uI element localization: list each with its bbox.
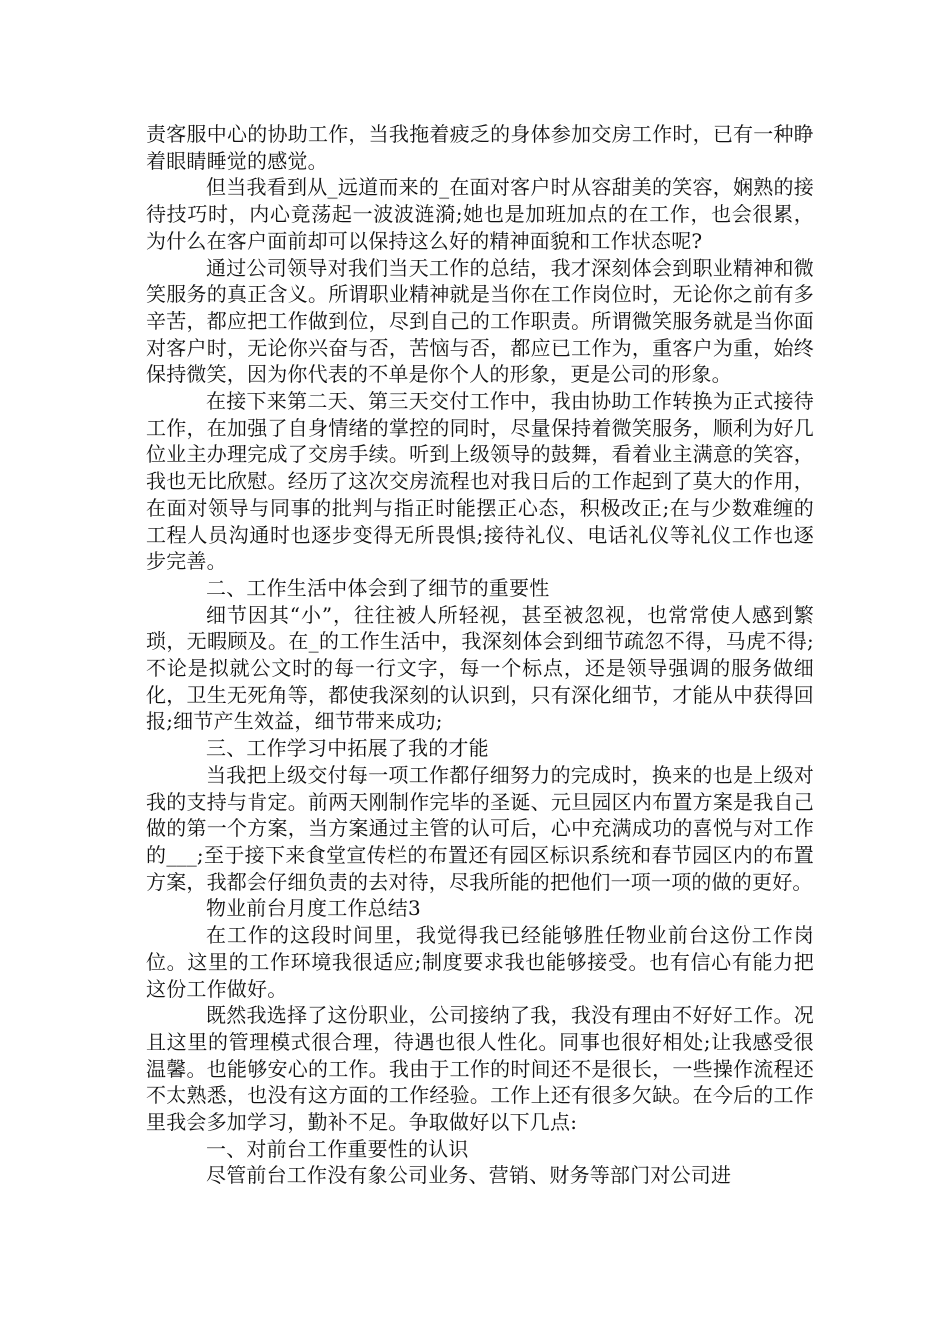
document-title: 物业前台月度工作总结3 [206,896,421,921]
document-body [146,121,814,1189]
paragraph: 尽管前台工作没有象公司业务、营销、财务等部门对公司进 [206,1163,732,1188]
section-heading: 二、工作生活中体会到了细节的重要性 [206,575,550,600]
paragraph: 在工作的这段时间里，我觉得我已经能够胜任物业前台这份工作岗位。这里的工作环境我很适应;制度要求我也能够接受。也有信心有能力把这份工作做好。 [146,923,814,1001]
paragraph: 细节因其“小”，往往被人所轻视，甚至被忽视，也常常使人感到繁琐，无暇顾及。在_的工作生活中，我深刻体会到细节疏忽不得，马虎不得;不论是拟就公文时的每一行文字，每一个标点，还是领导强调的服务做细化，卫生无死角等，都使我深刻的认识到，只有深化细节，才能从中获得回报;细节产生效益，细节带来成功; [146,602,814,734]
section-heading: 三、工作学习中拓展了我的才能 [206,736,489,761]
section-heading: 一、对前台工作重要性的认识 [206,1136,469,1161]
paragraph: 通过公司领导对我们当天工作的总结，我才深刻体会到职业精神和微笑服务的真正含义。所谓职业精神就是当你在工作岗位时，无论你之前有多辛苦，都应把工作做到位，尽到自己的工作职责。所谓微笑服务就是当你面对客户时，无论你兴奋与否，苦恼与否，都应已工作为，重客户为重，始终保持微笑，因为你代表的不单是你个人的形象，更是公司的形象。 [146,255,814,387]
paragraph: 既然我选择了这份职业，公司接纳了我，我没有理由不好好工作。况且这里的管理模式很合理，待遇也很人性化。同事也很好相处;让我感受很温馨。也能够安心的工作。我由于工作的时间还不是很长，一些操作流程还不太熟悉，也没有这方面的工作经验。工作上还有很多欠缺。在今后的工作里我会多加学习，勤补不足。争取做好以下几点: [146,1003,814,1135]
paragraph: 但当我看到从_远道而来的_在面对客户时从容甜美的笑容，娴熟的接待技巧时，内心竟荡起一波波涟漪;她也是加班加点的在工作，也会很累，为什么在客户面前却可以保持这么好的精神面貌和工作状态呢? [146,175,814,253]
paragraph: 在接下来第二天、第三天交付工作中，我由协助工作转换为正式接待工作，在加强了自身情绪的掌控的同时，尽量保持着微笑服务，顺利为好几位业主办理完成了交房手续。听到上级领导的鼓舞，看着业主满意的笑容，我也无比欣慰。经历了这次交房流程也对我日后的工作起到了莫大的作用，在面对领导与同事的批判与指正时能摆正心态，积极改正;在与少数难缠的工程人员沟通时也逐步变得无所畏惧;接待礼仪、电话礼仪等礼仪工作也逐步完善。 [146,389,814,574]
paragraph: 责客服中心的协助工作，当我拖着疲乏的身体参加交房工作时，已有一种睁着眼睛睡觉的感觉。 [146,122,814,173]
paragraph: 当我把上级交付每一项工作都仔细努力的完成时，换来的也是上级对我的支持与肯定。前两天刚制作完毕的圣诞、元旦园区内布置方案是我自己做的第一个方案，当方案通过主管的认可后，心中充满成功的喜悦与对工作的___;至于接下来食堂宣传栏的布置还有园区标识系统和春节园区内的布置方案，我都会仔细负责的去对待，尽我所能的把他们一项一项的做的更好。 [146,762,814,894]
